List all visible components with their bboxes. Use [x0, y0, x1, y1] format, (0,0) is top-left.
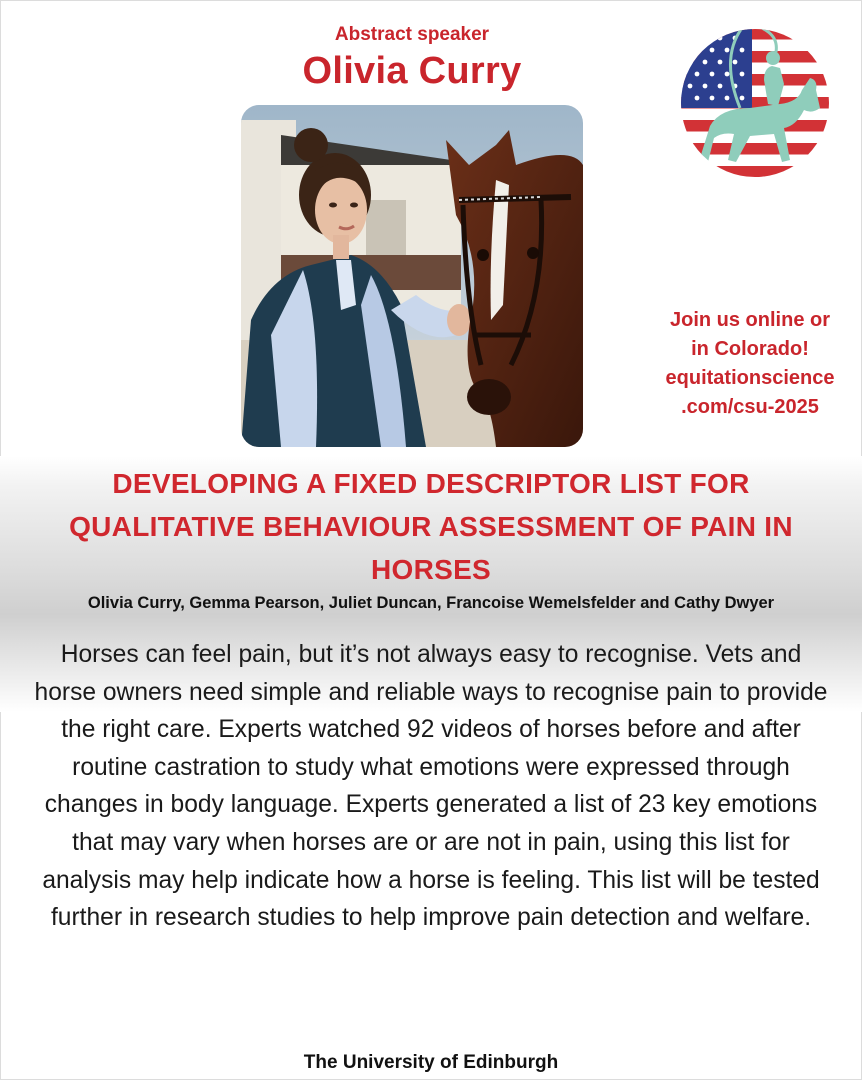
event-logo: [680, 28, 830, 178]
cta-line-1: Join us online or: [669, 309, 830, 331]
speaker-eyebrow: Abstract speaker: [334, 24, 490, 45]
speaker-photo: [241, 105, 583, 447]
cta-url-line-2[interactable]: .com/csu-2025: [681, 396, 819, 418]
talk-title: DEVELOPING A FIXED DESCRIPTOR LIST FOR QUALITATIVE BEHAVIOUR ASSESSMENT OF PAIN IN HORSES: [69, 468, 793, 585]
talk-abstract: Horses can feel pain, but it’s not always easy to recognise. Vets and horse owners need simple and reliable ways to recognise pain to provide the right care. Experts watched 92 videos of horses before and after routine castration to study what emotions were expressed through changes in body language. Experts generated a list of 23 key emotions that may vary when horses are or are not in pain, using this list for analysis may help indicate how a horse is feeling. This list will be tested further in research studies to help improve pain detection and welfare.: [34, 641, 828, 932]
call-to-action: [640, 306, 860, 422]
cta-line-2: in Colorado!: [691, 338, 809, 360]
speaker-name: Olivia Curry: [302, 50, 522, 92]
talk-authors: Olivia Curry, Gemma Pearson, Juliet Duncan, Francoise Wemelsfelder and Cathy Dwyer: [87, 594, 775, 612]
cta-url-line-1[interactable]: equitationscience: [665, 367, 835, 389]
affiliation: The University of Edinburgh: [303, 1052, 559, 1073]
